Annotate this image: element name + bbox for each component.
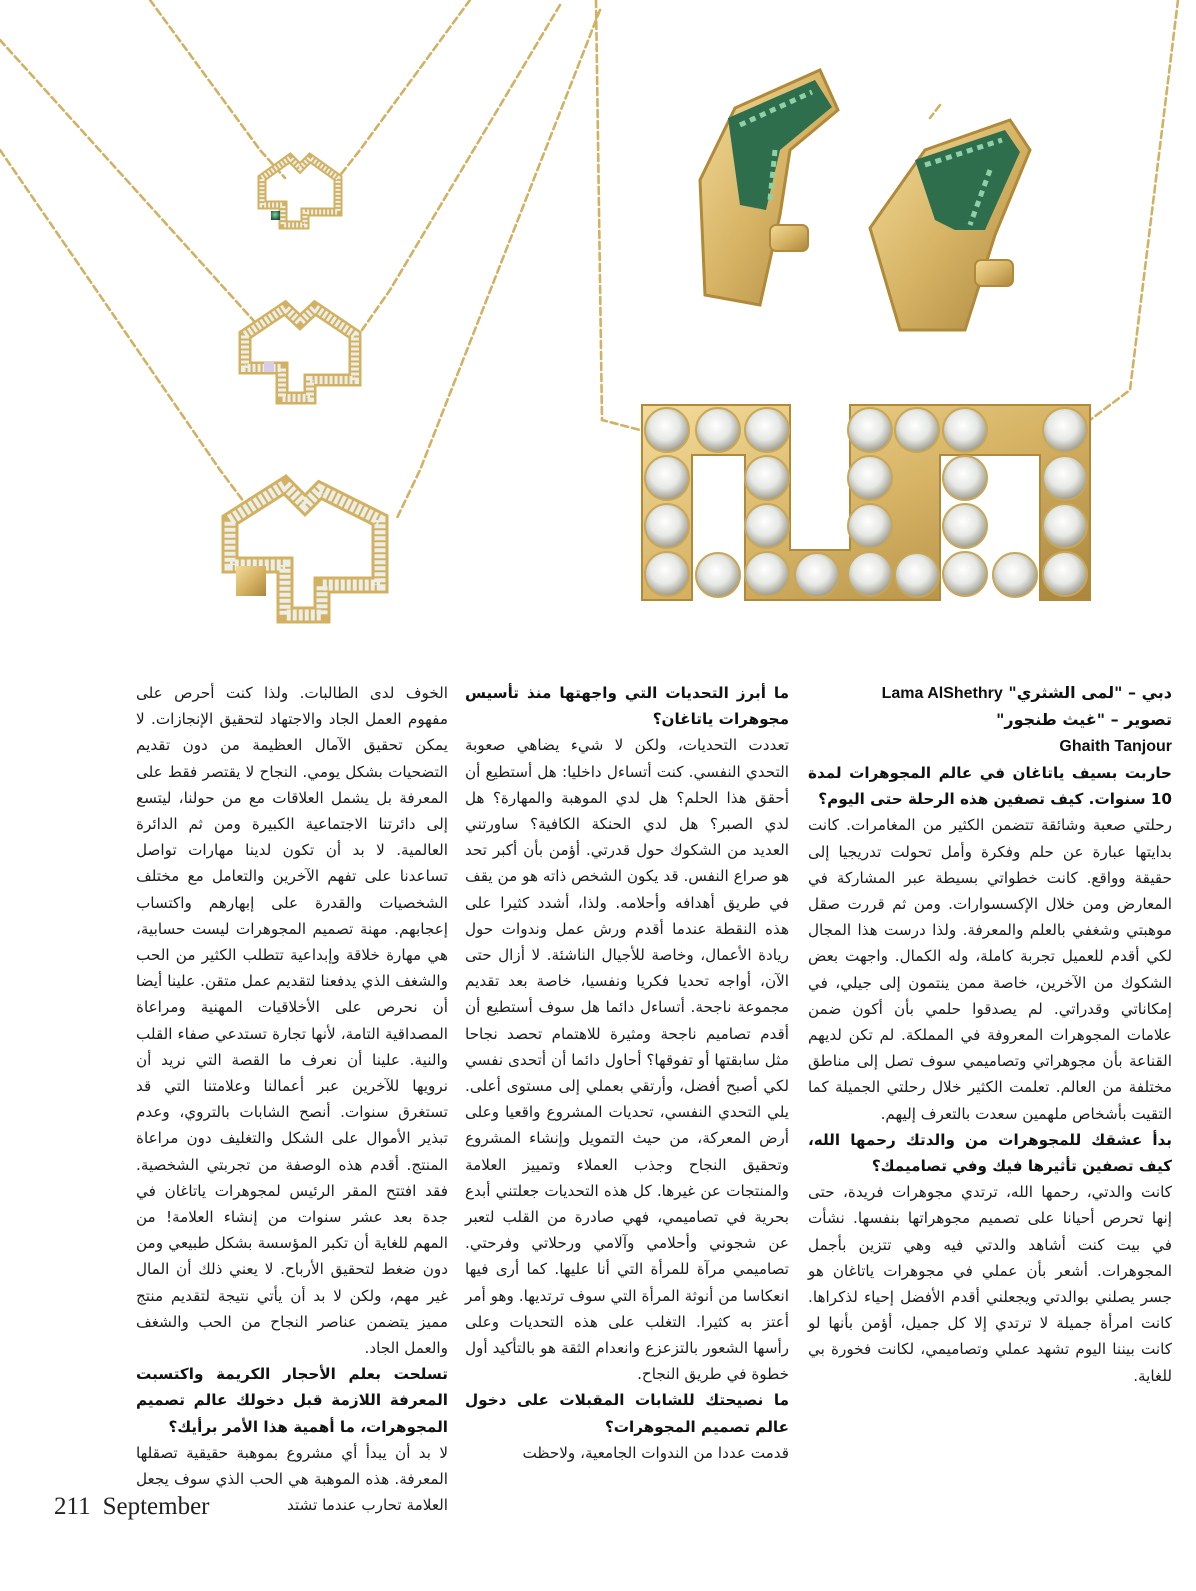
photographer-name-en: Ghaith Tanjour [1059, 738, 1172, 755]
answer-1: رحلتي صعبة وشائقة تتضمن الكثير من المغامرات. كانت بدايتها عبارة عن حلم وفكرة وأمل تحولت تدريجيا إلى حقيقة وواقع. كانت خطواتي بسيطة عبر المشاركة في المعارض ومن خلال الإكسسوارات. ومن ثم قررت صقل موهبتي وشغفي بالعلم والمعرفة. ولذا درست هذا المجال لكي أقدم للعميل تجربة كاملة، وله الكمال. واجهت بعض الشكوك من الآخرين، خاصة ممن ينتمون إلى جيلي، في إمكاناتي وقدراتي. لم يصدقوا حلمي بأن أكون ضمن علامات المجوهرات المعروفة في المملكة. لم تكن لديهم القناعة بأن مجوهراتي وتصاميمي سوف تصل إلى مناطق مختلفة من العالم. تعلمت الكثير خلال رحلتي الجميلة كما التقيت بأشخاص ملهمين سعدت بالتعرف إليهم. [808, 816, 1172, 1123]
diamond-stone [795, 553, 839, 597]
diamond-stone [993, 553, 1037, 597]
question-4: ما نصيحتك للشابات المقبلات على دخول عالم تصميم المجوهرات؟ [465, 1391, 789, 1436]
writer-name-ar: دبي – "لمى الشثري" [1008, 683, 1172, 702]
question-1: حاربت بسيف ياتاغان في عالم المجوهرات لمدة 10 سنوات. كيف تصفين هذه الرحلة حتى اليوم؟ [808, 764, 1172, 809]
diamond-stone [1043, 408, 1087, 452]
issue-month: September [102, 1493, 210, 1520]
diamond-stone [745, 552, 789, 596]
column-right [808, 680, 1172, 1389]
answer-3: تعددت التحديات، ولكن لا شيء يضاهي صعوبة التحدي النفسي. كنت أتساءل داخليا: هل أستطيع أن أحقق هذا الحلم؟ هل لدي الموهبة والمهارة؟ هل لدي الصبر؟ هل لدي الحنكة الكافية؟ ساورتني العديد من الشكوك حول قدرتي. أؤمن بأن أكبر تحد هو صراع النفس. قد يكون الشخص ذاته هو من يقف في طريق أهدافه وأحلامه. ولذا، أشدد كثيرا على هذه النقطة عندما أقدم ورش عمل وندوات حول ريادة الأعمال، وخاصة للأجيال الناشئة. لا أزال حتى الآن، أواجه تحديا فكريا ونفسيا، خاصة بعد تقديم مجموعة ناجحة. أتساءل دائما هل سوف أستطيع أن أقدم تصاميم ناجحة ومثيرة للاهتمام تحصد نجاحا مثل سابقتها أو تفوقها؟ أحاول دائما أن أتحدى نفسي لكي أصبح أفضل، وأرتقي بعملي إلى مستوى أعلى. يلي التحدي النفسي، تحديات المشروع واقعيا وعلى أرض المعركة، من حيث التمويل وإنشاء المشروع وتحقيق النجاح وجذب العملاء وتمييز العلامة والمنتجات عن غيرها. كل هذه التحديات جعلتني أبدع بحرية في تصاميمي، فهي صادرة من القلب لتعبر عن شجوني وأحلامي وآلامي ورحلاتي وفرحتي. تصاميمي مرآة للمرأة التي أنا عليها. كما أرى فيها انعكاسا من أنوثة المرأة التي سوف ترتديها. وهو أمر أعتز به كثيرا. التغلب على هذه التحديات وعلى رأسها الشعور بالتزعزع وانعدام الثقة هو بالتأكيد أول خطوة في طريق النجاح. [465, 736, 789, 1384]
question-2: بدأ عشقك للمجوهرات من والدتك رحمها الله، كيف تصفين تأثيرها فيك وفي تصاميمك؟ [808, 1130, 1172, 1176]
diamond-stone [1043, 504, 1087, 548]
diamond-stone [848, 456, 892, 500]
square-wave-diamond-pendant [642, 405, 1090, 600]
diamond-stone [895, 408, 939, 452]
diamond-stone [645, 504, 689, 548]
photographer-name-ar: تصوير – "غيث طنجور" [996, 710, 1172, 729]
diamond-stone [745, 504, 789, 548]
answer-5: لا بد أن يبدأ أي مشروع بموهبة حقيقية تصقلها المعرفة. هذه الموهبة هي الحب الذي سوف يجعل العلامة تحارب عندما تشتد [136, 1443, 448, 1515]
question-3: ما أبرز التحديات التي واجهتها منذ تأسيس مجوهرات ياتاغان؟ [465, 684, 789, 729]
emerald-hoop-earrings [700, 70, 1030, 330]
diamond-stone [943, 504, 987, 548]
diamond-stone [943, 552, 987, 596]
page-footer [54, 1493, 222, 1521]
jewelry-photo [0, 0, 1196, 680]
byline-writer [808, 680, 1172, 707]
page-number: 211 [54, 1493, 91, 1520]
jewelry-illustration [0, 0, 1196, 680]
question-5: تسلحت بعلم الأحجار الكريمة واكتسبت المعرفة اللازمة قبل دخولك عالم تصميم المجوهرات، ما أهمية هذا الأمر برأيك؟ [136, 1365, 448, 1436]
diamond-stone [848, 552, 892, 596]
diamond-stone [1043, 456, 1087, 500]
large-heart-pendant [230, 485, 380, 615]
medium-heart-pendant [245, 308, 355, 398]
answer-4-start: قدمت عددا من الندوات الجامعية، ولاحظت [522, 1443, 789, 1462]
diamond-stone [645, 456, 689, 500]
small-heart-pendant [262, 158, 338, 225]
diamond-stone [645, 408, 689, 452]
diamond-stone [696, 408, 740, 452]
writer-name-en: Lama AlShethry [881, 685, 1003, 702]
column-left [136, 680, 448, 1519]
diamond-stone [696, 553, 740, 597]
diamond-stone [943, 408, 987, 452]
diamond-stone [895, 553, 939, 597]
diamond-stone [645, 552, 689, 596]
diamond-stone [848, 504, 892, 548]
diamond-stone [943, 456, 987, 500]
diamond-stone [745, 456, 789, 500]
diamond-stone [745, 408, 789, 452]
byline-photographer [808, 707, 1172, 760]
answer-4-end: الخوف لدى الطالبات. ولذا كنت أحرص على مفهوم العمل الجاد والاجتهاد لتحقيق الإنجازات. لا يمكن تحقيق الآمال العظيمة من دون تقديم التضحيات بشكل يومي. النجاح لا يقتصر فقط على المعرفة بل يشمل العلاقات مع من حولنا، ليتسع إلى دائرتنا الاجتماعية الكبيرة ومن ثم الدائرة العالمية. لا بد أن تكون لدينا مهارات تواصل تساعدنا على تفهم الآخرين والتعامل مع مختلف الشخصيات والقدرة على إبهارهم واكتساب إعجابهم. مهنة تصميم المجوهرات ليست حسابية، هي مهارة خلاقة وإبداعية تتطلب الكثير من الحب والشغف الذي يدفعنا لتقديم عمل متقن. علينا أيضا أن نحرص على الأخلاقيات المهنية ومراعاة المصداقية التامة، لأنها تجارة تستدعي صفاء القلب والنية. علينا أن نعرف ما القصة التي نريد أن نرويها للآخرين عبر أعمالنا وعلامتنا التي قد تستغرق سنوات. أنصح الشابات بالتروي، وعدم تبذير الأموال على الشكل والتغليف دون مراعاة المنتج. أقدم هذه الوصفة من تجربتي الشخصية. فقد افتتح المقر الرئيس لمجوهرات ياتاغان في جدة بعد عشر سنوات من إنشاء العلامة! من المهم للغاية أن تكبر المؤسسة بشكل طبيعي ومن دون ضغط لتحقيق الأرباح. لا يعني ذلك أن المال غير مهم، ولكن لا بد أن يأتي نتيجة لتقديم منتج مميز يتضمن عناصر النجاح من الحب والشغف والعمل الجاد. [136, 684, 448, 1358]
answer-2: كانت والدتي، رحمها الله، ترتدي مجوهرات فريدة، حتى إنها تحرص أحيانا على تصميم مجوهراتها بنفسها. نشأت في بيت كنت أشاهد والدتي فيه وهي تتزين بأجمل المجوهرات. أشعر بأن عملي في مجوهرات ياتاغان هو جسر يصلني بوالدتي ويجعلني أقدم الأفضل إحياء لذكراها. كانت امرأة جميلة لا ترتدي إلا كل جميل، أؤمن بأنها لو كانت بيننا اليوم تشهد عملي وتصاميمي، لكانت فخورة بي للغاية. [808, 1183, 1172, 1385]
diamond-stone [1043, 552, 1087, 596]
diamond-stone [848, 408, 892, 452]
column-middle [465, 680, 789, 1466]
